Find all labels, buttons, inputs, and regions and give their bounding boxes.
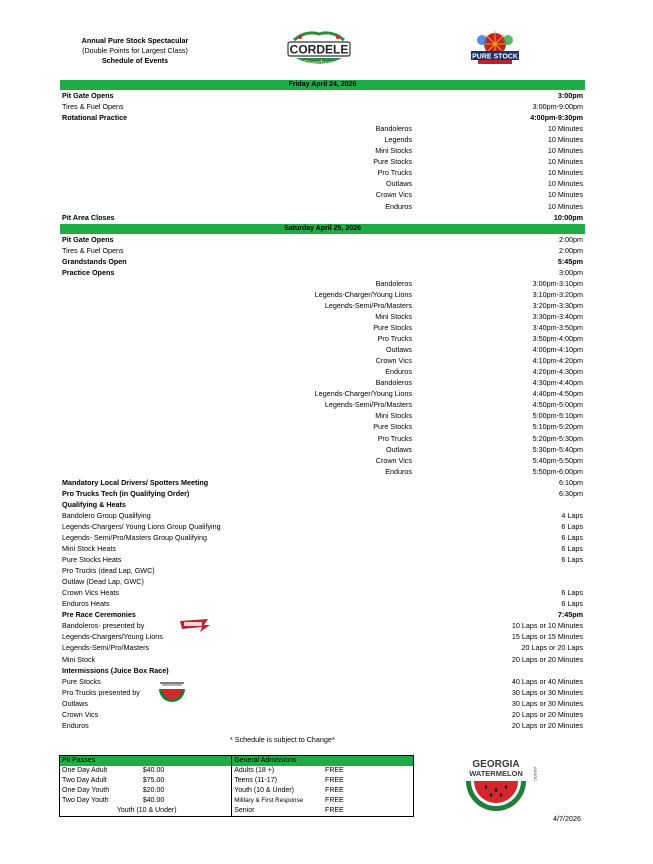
schedule-item-label: Pro Trucks presented by bbox=[62, 687, 140, 697]
schedule-time: 4:10pm-4:20pm bbox=[532, 356, 583, 366]
schedule-time: 6 Laps bbox=[561, 599, 583, 609]
pricing-row bbox=[60, 766, 414, 776]
class-name: Pure Stocks bbox=[373, 422, 412, 432]
admission-type: Military & First Response bbox=[234, 797, 304, 804]
schedule-row bbox=[60, 521, 585, 532]
schedule-time: 4 Laps bbox=[561, 510, 583, 520]
class-name: Pro Trucks bbox=[377, 168, 412, 178]
schedule-time: 5:40pm-5:50pm bbox=[532, 455, 583, 465]
admission-price: FREE bbox=[325, 767, 344, 774]
schedule-row bbox=[60, 609, 585, 620]
general-admissions-header: General Admissions bbox=[232, 756, 414, 767]
schedule-time: 10 Minutes bbox=[547, 157, 583, 167]
schedule-row bbox=[60, 234, 585, 245]
schedule-time: 3:30pm-3:40pm bbox=[532, 311, 583, 321]
event-title: Annual Pure Stock Spectacular bbox=[81, 36, 189, 45]
admission-price: FREE bbox=[325, 807, 344, 814]
pit-pass-type: One Day Youth bbox=[62, 787, 110, 794]
pit-pass-price: Youth (10 & Under) bbox=[117, 806, 208, 817]
schedule-time: 6 Laps bbox=[561, 521, 583, 531]
schedule-row bbox=[60, 289, 585, 300]
gwa-logo-line2: WATERMELON bbox=[469, 769, 523, 778]
schedule-item-label: Bandoleros- presented by bbox=[62, 621, 145, 631]
class-name: Outlaws bbox=[386, 179, 412, 189]
schedule-row bbox=[60, 598, 585, 609]
georgia-watermelon-logo bbox=[460, 757, 540, 817]
gwa-logo-line1: GEORGIA bbox=[472, 759, 520, 770]
schedule-item-label: Rotational Practice bbox=[62, 113, 128, 123]
class-name: Outlaws bbox=[386, 444, 412, 454]
schedule-item-label: Pro Trucks Tech (in Qualifying Order) bbox=[62, 488, 190, 498]
class-name: Crown Vics bbox=[375, 356, 412, 366]
document-date: 4/7/2026 bbox=[553, 814, 581, 823]
schedule-time: 3:00pm-9:00pm bbox=[532, 102, 583, 112]
saturday-date-bar: Saturday April 25, 2026 bbox=[60, 224, 585, 234]
pricing-row bbox=[60, 776, 414, 786]
schedule-item-label: Enduros Heats bbox=[62, 599, 110, 609]
schedule-item-label: Practice Opens bbox=[62, 267, 115, 277]
schedule-row bbox=[60, 201, 585, 212]
schedule-time: 30 Laps or 30 Minutes bbox=[511, 687, 583, 697]
admission-type: Youth (10 & Under) bbox=[234, 787, 294, 794]
schedule-row bbox=[60, 421, 585, 432]
schedule-row bbox=[60, 333, 585, 344]
schedule-item-label: Crown Vics Heats bbox=[62, 588, 119, 598]
schedule-row bbox=[60, 433, 585, 444]
schedule-time: 5:00pm-5:10pm bbox=[532, 411, 583, 421]
schedule-time: 5:20pm-5:30pm bbox=[532, 433, 583, 443]
schedule-row bbox=[60, 278, 585, 289]
schedule-item-label: Legends-Chargers/Young Lions bbox=[62, 632, 163, 642]
schedule-row bbox=[60, 101, 585, 112]
schedule-item-label: Mini Stock Heats bbox=[62, 544, 116, 553]
schedule-time: 5:30pm-5:40pm bbox=[532, 444, 583, 454]
schedule-time: 7:45pm bbox=[557, 610, 583, 620]
schedule-row bbox=[60, 709, 585, 720]
schedule-time: 40 Laps or 40 Minutes bbox=[511, 676, 583, 686]
schedule-time: 20 Laps or 20 Minutes bbox=[511, 654, 583, 664]
schedule-time: 10 Minutes bbox=[547, 135, 583, 145]
schedule-time: 10 Minutes bbox=[547, 124, 583, 134]
schedule-time: 4:40pm-4:50pm bbox=[532, 389, 583, 399]
schedule-time: 3:10pm-3:20pm bbox=[532, 289, 583, 299]
schedule-row bbox=[60, 455, 585, 466]
schedule-time: 3:00pm bbox=[557, 91, 583, 100]
pricing-header-row bbox=[60, 756, 414, 767]
schedule-row bbox=[60, 587, 585, 598]
schedule-item-label: Mini Stock bbox=[62, 654, 96, 664]
friday-date-bar: Friday April 24, 2026 bbox=[60, 80, 585, 90]
pit-pass-type: Two Day Adult bbox=[62, 777, 107, 784]
schedule-row bbox=[60, 466, 585, 477]
class-name: Legends-Charger/Young Lions bbox=[314, 289, 412, 299]
schedule-time: 6 Laps bbox=[561, 532, 583, 542]
schedule-row bbox=[60, 156, 585, 167]
schedule-item-label: Intermissions (Juice Box Race) bbox=[62, 665, 169, 675]
schedule-item-label: Outlaws bbox=[62, 698, 88, 708]
pit-pass-price: $75.00 bbox=[141, 776, 232, 786]
schedule-time: 10 Minutes bbox=[547, 201, 583, 211]
schedule-row bbox=[60, 388, 585, 399]
schedule-item-label: Outlaw (Dead Lap, GWC) bbox=[62, 577, 144, 587]
class-name: Crown Vics bbox=[375, 190, 412, 200]
schedule-time: 10:00pm bbox=[553, 212, 583, 222]
schedule-row bbox=[60, 687, 585, 698]
schedule-time: 30 Laps or 30 Minutes bbox=[511, 698, 583, 708]
schedule-time: 4:00pm-4:10pm bbox=[532, 345, 583, 355]
pure-stock-logo bbox=[470, 30, 520, 68]
schedule-item-label: Legends- Semi/Pro/Masters Group Qualifying bbox=[62, 532, 208, 542]
schedule-row bbox=[60, 410, 585, 421]
schedule-row bbox=[60, 112, 585, 123]
class-name: Enduros bbox=[385, 466, 412, 476]
schedule-row bbox=[60, 620, 585, 631]
schedule-item-label: Tires & Fuel Opens bbox=[62, 102, 124, 112]
schedule-item-label: Pre Race Ceremonies bbox=[62, 610, 136, 620]
schedule-item-label: Mandatory Local Drivers/ Spotters Meeting bbox=[62, 477, 209, 487]
class-name: Legends-Semi/Pro/Masters bbox=[324, 300, 412, 310]
schedule-row bbox=[60, 444, 585, 455]
schedule-time: 2:00pm bbox=[559, 245, 583, 255]
pricing-row bbox=[60, 796, 414, 806]
schedule-time: 5:50pm-6:00pm bbox=[532, 466, 583, 476]
class-name: Legends-Charger/Young Lions bbox=[314, 389, 412, 399]
schedule-row bbox=[60, 565, 585, 576]
schedule-row bbox=[60, 355, 585, 366]
schedule-time: 6 Laps bbox=[561, 588, 583, 598]
pit-pass-type: One Day Adult bbox=[62, 767, 108, 774]
schedule-item-label: Grandstands Open bbox=[62, 256, 127, 266]
class-name: Enduros bbox=[385, 201, 412, 211]
schedule-time: 15 Laps or 15 Minutes bbox=[511, 632, 583, 642]
pit-pass-price: $20.00 bbox=[141, 786, 232, 796]
schedule-row bbox=[60, 178, 585, 189]
schedule-row bbox=[60, 488, 585, 499]
class-name: Legends-Semi/Pro/Masters bbox=[324, 400, 412, 410]
admission-type: Teens (11-17) bbox=[234, 777, 277, 784]
schedule-row bbox=[60, 642, 585, 653]
pit-pass-price: $40.00 bbox=[141, 766, 232, 776]
schedule-time: 6:30pm bbox=[559, 488, 583, 498]
schedule-row bbox=[60, 300, 585, 311]
schedule-time: 10 Minutes bbox=[547, 168, 583, 178]
schedule-row bbox=[60, 654, 585, 665]
class-name: Crown Vics bbox=[375, 455, 412, 465]
schedule-time: 20 Laps or 20 Laps bbox=[521, 643, 583, 653]
schedule-row bbox=[60, 720, 585, 731]
schedule-row bbox=[60, 189, 585, 200]
schedule-row bbox=[60, 631, 585, 642]
class-name: Pro Trucks bbox=[377, 433, 412, 443]
pricing-table bbox=[59, 755, 414, 817]
cordele-logo-sub: Speedway bbox=[303, 60, 335, 67]
schedule-row bbox=[60, 377, 585, 388]
class-name: Pure Stocks bbox=[373, 157, 412, 167]
schedule-row bbox=[60, 698, 585, 709]
pricing-row bbox=[60, 806, 414, 817]
schedule-row bbox=[60, 510, 585, 521]
schedule-item-label: Enduros bbox=[62, 720, 89, 730]
schedule-row bbox=[60, 90, 585, 101]
pit-pass-price: $40.00 bbox=[141, 796, 232, 806]
schedule-time: 10 Minutes bbox=[547, 179, 583, 189]
schedule-row bbox=[60, 322, 585, 333]
schedule-row bbox=[60, 167, 585, 178]
schedule-time: 2:00pm bbox=[559, 234, 583, 244]
schedule-title: Schedule of Events bbox=[101, 56, 169, 65]
schedule-item-label: Qualifying & Heats bbox=[62, 499, 126, 509]
schedule-time: 3:20pm-3:30pm bbox=[532, 300, 583, 310]
schedule-change-note: * Schedule is subject to Change* bbox=[230, 735, 335, 744]
class-name: Bandoleros bbox=[375, 124, 412, 134]
schedule-row bbox=[60, 399, 585, 410]
admission-type: Senior bbox=[234, 807, 255, 814]
schedule-item-label: Pit Gate Opens bbox=[62, 234, 114, 244]
schedule-row bbox=[60, 576, 585, 587]
schedule-time: 3:50pm-4:00pm bbox=[532, 334, 583, 344]
class-name: Bandoleros bbox=[375, 378, 412, 388]
schedule-time: 4:30pm-4:40pm bbox=[532, 378, 583, 388]
pit-pass-type: Two Day Youth bbox=[62, 797, 109, 804]
schedule-item-label: Pit Gate Opens bbox=[62, 91, 114, 100]
schedule-time: 20 Laps or 20 Minutes bbox=[511, 720, 583, 730]
schedule-time: 4:20pm-4:30pm bbox=[532, 367, 583, 377]
schedule-row bbox=[60, 554, 585, 565]
admission-price: FREE bbox=[325, 787, 344, 794]
schedule-time: 5:45pm bbox=[557, 256, 583, 266]
schedule-row bbox=[60, 123, 585, 134]
schedule-row bbox=[60, 366, 585, 377]
schedule-item-label: Tires & Fuel Opens bbox=[62, 245, 124, 255]
admission-price: FREE bbox=[325, 797, 344, 804]
cordele-speedway-logo bbox=[286, 30, 352, 70]
schedule-time: 20 Laps or 20 Minutes bbox=[511, 709, 583, 719]
schedule-row bbox=[60, 256, 585, 267]
schedule-row bbox=[60, 676, 585, 687]
class-name: Mini Stocks bbox=[375, 146, 412, 156]
class-name: Legends bbox=[384, 135, 412, 145]
schedule-item-label: Bandolero Group Qualifying bbox=[62, 510, 151, 520]
admission-price: FREE bbox=[325, 777, 344, 784]
event-subtitle: (Double Points for Largest Class) bbox=[82, 46, 188, 55]
schedule-time: 6 Laps bbox=[561, 544, 583, 553]
schedule-row bbox=[60, 212, 585, 223]
class-name: Pure Stocks bbox=[373, 323, 412, 332]
gwa-logo-side: ASSOC. bbox=[533, 767, 538, 783]
schedule-item-label: Pit Area Closes bbox=[62, 212, 115, 222]
schedule-item-label: Pure Stocks bbox=[62, 676, 101, 686]
schedule-time: 10 Minutes bbox=[547, 190, 583, 200]
schedule-row bbox=[60, 311, 585, 322]
schedule-time: 3:00pm bbox=[559, 267, 583, 277]
document-header bbox=[70, 36, 200, 66]
schedule-time: 6:10pm bbox=[559, 477, 583, 487]
schedule-time: 10 Laps or 10 Minutes bbox=[511, 621, 583, 631]
pure-stock-logo-word: PURE STOCK bbox=[472, 53, 518, 61]
schedule-row bbox=[60, 477, 585, 488]
schedule-time: 10 Minutes bbox=[547, 146, 583, 156]
class-name: Mini Stocks bbox=[375, 311, 412, 321]
schedule-time: 4:00pm-9:30pm bbox=[530, 113, 583, 123]
pit-passes-header: Pit Passes bbox=[60, 756, 232, 767]
class-name: Mini Stocks bbox=[375, 411, 412, 421]
schedule-row bbox=[60, 145, 585, 156]
schedule-row bbox=[60, 267, 585, 278]
schedule-time: 5:10pm-5:20pm bbox=[532, 422, 583, 432]
class-name: Pro Trucks bbox=[377, 334, 412, 344]
schedule-row bbox=[60, 134, 585, 145]
class-name: Enduros bbox=[385, 367, 412, 377]
schedule-time: 3:40pm-3:50pm bbox=[532, 323, 583, 332]
class-name: Bandoleros bbox=[375, 278, 412, 288]
pricing-row bbox=[60, 786, 414, 796]
schedule-time: 4:50pm-5:00pm bbox=[532, 400, 583, 410]
schedule-item-label: Legends-Chargers/ Young Lions Group Qualifying bbox=[62, 521, 221, 531]
admission-type: Adults (18 +) bbox=[234, 767, 275, 774]
schedule-item-label: Pure Stocks Heats bbox=[62, 555, 122, 565]
cordele-logo-word: CORDELE bbox=[289, 42, 349, 57]
schedule-item-label: Pro Trucks (dead Lap, GWC) bbox=[62, 566, 155, 576]
schedule-time: 3:00pm-3:10pm bbox=[532, 278, 583, 288]
class-name: Outlaws bbox=[386, 345, 412, 355]
schedule-row bbox=[60, 532, 585, 543]
schedule-time: 6 Laps bbox=[561, 555, 583, 565]
schedule-item-label: Crown Vics bbox=[62, 709, 99, 719]
schedule-item-label: Legends-Semi/Pro/Masters bbox=[62, 643, 150, 653]
schedule-row bbox=[60, 245, 585, 256]
schedule-row bbox=[60, 665, 585, 676]
schedule-row bbox=[60, 543, 585, 554]
schedule-row bbox=[60, 499, 585, 510]
schedule-row bbox=[60, 344, 585, 355]
